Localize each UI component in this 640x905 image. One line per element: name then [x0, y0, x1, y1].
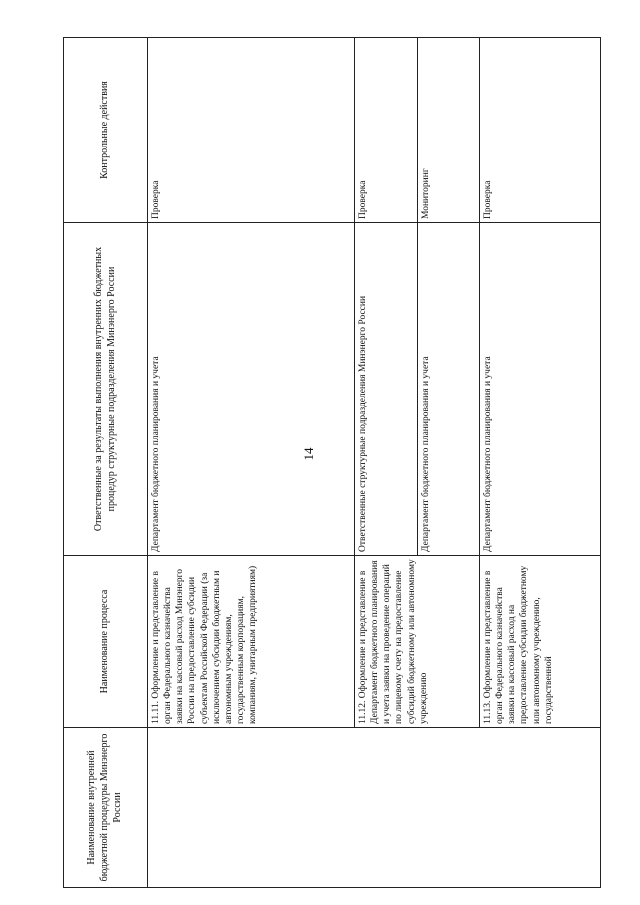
header-procedure: Наименование внутренней бюджетной процедуры Минэнерго России [64, 728, 148, 888]
process-text: 11.12. Оформление и представление в Департамент бюджетного планирования и учета заявки на проведение операций по лицевому счету на предоставление субсидий бюджетному или автономному учреждению [358, 559, 429, 724]
control-cell: Проверка [480, 38, 601, 223]
table-row [148, 38, 355, 888]
process-text: 11.13. Оформление и представление в орган Федерального казначейства заявки на кассовый расход на предоставление субсидии бюджетному или автономному учреждению, государственной [483, 565, 554, 724]
header-responsible: Ответственные за результаты выполнения внутренних бюджетных процедур структурные подразделения Минэнерго России [64, 223, 148, 556]
responsible-cell: Ответственные структурные подразделения Минэнерго России [355, 223, 418, 556]
table-header-row [64, 38, 148, 888]
responsible-cell: Департамент бюджетного планирования и учета [418, 223, 480, 556]
header-process: Наименование процесса [64, 556, 148, 728]
control-cell: Мониторинг [418, 38, 480, 223]
control-cell: Проверка [148, 38, 355, 223]
rotated-table-container [63, 38, 581, 888]
responsible-cell: Департамент бюджетного планирования и учета [480, 223, 601, 556]
responsible-cell: Департамент бюджетного планирования и учета [148, 223, 355, 556]
page-number: 14 [301, 447, 316, 461]
process-text: 11.11. Оформление и представление в орган Федерального казначейства заявки на кассовый расход Минэнерго России на предоставление субсидии субъектам Российской Федерации (за исключением субсидии бюджетным и автономным учреждениям, государственным корпорациям, компаниям, унитарным предприятиям) [151, 565, 259, 724]
process-cell-11-12 [355, 556, 480, 728]
control-cell: Проверка [355, 38, 418, 223]
procedure-cell [148, 728, 601, 888]
budget-procedures-table [63, 37, 601, 888]
process-cell-11-11 [148, 556, 355, 728]
process-cell-11-13 [480, 556, 601, 728]
header-control: Контрольные действия [64, 38, 148, 223]
